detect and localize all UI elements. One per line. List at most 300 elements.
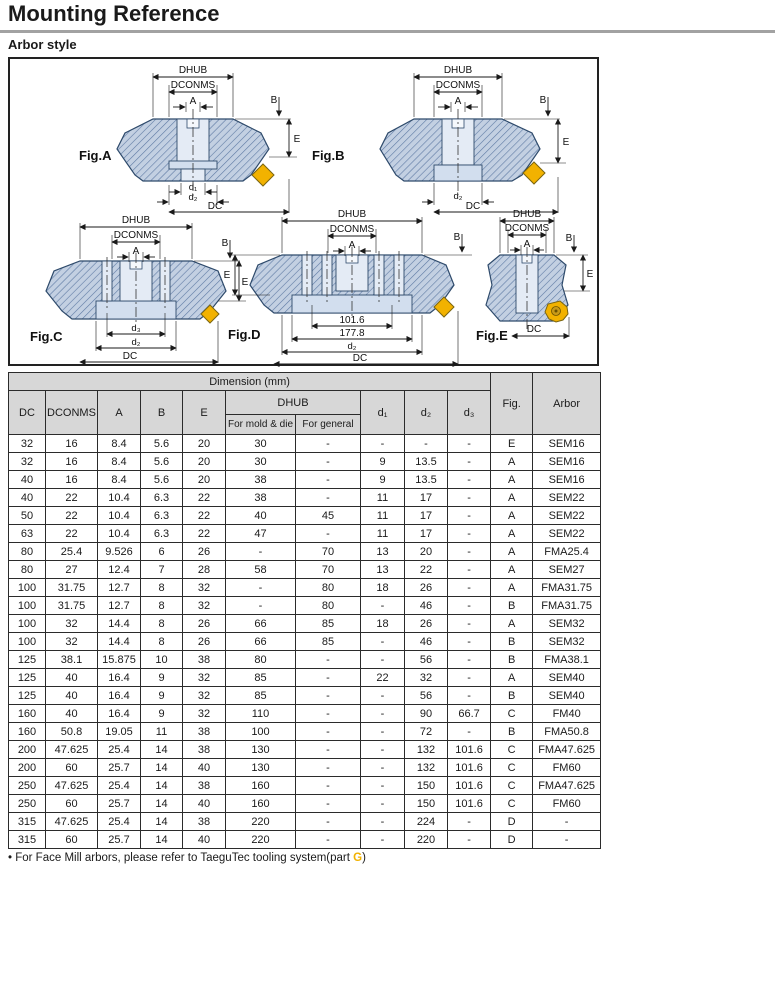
table-cell: 8.4 [98,435,141,453]
table-cell: - [226,543,296,561]
table-cell: A [491,489,533,507]
table-cell: 9 [141,705,183,723]
table-cell: - [533,831,601,849]
table-cell: 16.4 [98,687,141,705]
table-cell: 22 [46,489,98,507]
table-cell: 32 [9,453,46,471]
table-cell: 13 [361,543,405,561]
dimension-table-body [9,435,601,849]
table-row [9,723,601,741]
table-cell: 40 [46,705,98,723]
table-row [9,597,601,615]
table-cell: 22 [183,489,226,507]
table-cell: - [448,723,491,741]
table-cell: - [296,669,361,687]
table-cell: 26 [183,633,226,651]
col-header-d3: d₃ [448,391,491,435]
col-header-e: E [183,391,226,435]
table-cell: 15.875 [98,651,141,669]
table-cell: 26 [183,615,226,633]
table-cell: 5.6 [141,435,183,453]
table-cell: 27 [46,561,98,579]
table-cell: 40 [9,471,46,489]
table-cell: SEM32 [533,633,601,651]
table-cell: B [491,651,533,669]
table-cell: 20 [183,471,226,489]
table-cell: - [296,651,361,669]
table-row [9,705,601,723]
table-cell: A [491,543,533,561]
table-cell: 14.4 [98,633,141,651]
table-cell: 66.7 [448,705,491,723]
table-cell: 80 [296,579,361,597]
table-cell: - [361,759,405,777]
table-cell: FMA50.8 [533,723,601,741]
table-cell: 32 [183,687,226,705]
footnote-bullet: • [8,852,13,864]
table-cell: 224 [405,813,448,831]
table-cell: 47 [226,525,296,543]
table-cell: 14.4 [98,615,141,633]
table-cell: 100 [226,723,296,741]
table-cell: B [491,597,533,615]
dim-label-d2: d₂ [188,192,198,203]
table-cell: C [491,741,533,759]
table-cell: 30 [226,435,296,453]
table-cell: A [491,471,533,489]
table-cell: 10 [141,651,183,669]
dim-label-a: A [454,96,462,107]
table-cell: - [361,651,405,669]
table-row [9,435,601,453]
table-cell: - [448,471,491,489]
dim-label-dconms: DCONMS [170,80,216,91]
table-cell: B [491,687,533,705]
table-cell: - [226,579,296,597]
table-cell: 9 [361,471,405,489]
dim-label-d3: d₃ [131,323,141,334]
table-cell: - [296,525,361,543]
table-cell: 6.3 [141,489,183,507]
table-cell: 32 [46,633,98,651]
dim-label-e: E [293,134,301,145]
table-row [9,525,601,543]
table-cell: 40 [183,759,226,777]
table-cell: A [491,615,533,633]
table-cell: 130 [226,741,296,759]
table-cell: 101.6 [448,795,491,813]
table-cell: 220 [405,831,448,849]
table-cell: E [491,435,533,453]
dim-label-d2: d₂ [453,191,463,202]
table-cell: 22 [183,507,226,525]
table-cell: 32 [405,669,448,687]
table-row [9,795,601,813]
table-cell: 125 [9,651,46,669]
fig-e-label: Fig.E [476,328,508,343]
table-cell: 47.625 [46,777,98,795]
table-cell: 101.6 [448,777,491,795]
table-cell: 22 [405,561,448,579]
table-cell: 40 [9,489,46,507]
table-cell: FM60 [533,795,601,813]
table-row [9,471,601,489]
table-cell: - [296,813,361,831]
table-cell: - [448,597,491,615]
table-cell: - [296,741,361,759]
table-cell: 25.7 [98,831,141,849]
table-cell: 16 [46,453,98,471]
table-cell: A [491,453,533,471]
table-cell: 13 [361,561,405,579]
table-row [9,615,601,633]
table-cell: 315 [9,813,46,831]
table-cell: - [361,687,405,705]
table-cell: 11 [361,507,405,525]
table-cell: - [448,543,491,561]
table-cell: 100 [9,615,46,633]
table-cell: - [296,723,361,741]
table-cell: 160 [9,723,46,741]
col-header-d1: d₁ [361,391,405,435]
dim-label-101: 101.6 [339,315,365,326]
table-cell: SEM16 [533,435,601,453]
table-cell: - [296,489,361,507]
table-group-header: Dimension (mm) [9,373,491,391]
fig-c-label: Fig.C [30,329,63,344]
table-cell: - [448,813,491,831]
table-cell: 31.75 [46,579,98,597]
dim-label-d2: d₂ [347,341,357,352]
table-cell: - [533,813,601,831]
table-cell: - [296,435,361,453]
table-row [9,579,601,597]
dim-label-dc: DC [207,201,223,212]
table-cell: 60 [46,831,98,849]
table-cell: SEM22 [533,489,601,507]
table-cell: A [491,525,533,543]
table-cell: 50.8 [46,723,98,741]
table-cell: - [448,687,491,705]
table-cell: - [296,687,361,705]
col-header-a: A [98,391,141,435]
table-cell: 200 [9,741,46,759]
table-cell: 40 [46,687,98,705]
table-cell: SEM22 [533,507,601,525]
fig-b-body [380,109,545,195]
table-cell: 30 [226,453,296,471]
table-cell: 25.7 [98,759,141,777]
table-cell: 25.4 [46,543,98,561]
table-cell: 10.4 [98,507,141,525]
arbor-figures-panel [8,57,599,366]
table-cell: 40 [46,669,98,687]
table-cell: 70 [296,543,361,561]
table-cell: 110 [226,705,296,723]
table-cell: 18 [361,579,405,597]
table-cell: - [296,453,361,471]
table-cell: C [491,759,533,777]
table-cell: 38 [183,651,226,669]
page-title: Mounting Reference [8,1,220,26]
dim-label-b: B [270,95,278,106]
table-cell: 80 [296,597,361,615]
table-cell: 22 [46,525,98,543]
table-cell: 32 [46,615,98,633]
table-cell: 14 [141,777,183,795]
fig-d-body [250,247,454,319]
table-cell: 12.4 [98,561,141,579]
table-cell: - [361,597,405,615]
table-cell: 160 [226,795,296,813]
footnote-text: For Face Mill arbors, please refer to TaeguTec tooling system(part [15,852,354,864]
table-cell: - [448,651,491,669]
table-row [9,489,601,507]
table-cell: 63 [9,525,46,543]
table-cell: 220 [226,813,296,831]
table-cell: - [361,723,405,741]
table-cell: 47.625 [46,741,98,759]
table-cell: - [448,669,491,687]
table-cell: 19.05 [98,723,141,741]
table-cell: 66 [226,633,296,651]
table-cell: 9 [141,669,183,687]
table-cell: - [405,435,448,453]
table-cell: 70 [296,561,361,579]
table-cell: 13.5 [405,471,448,489]
table-row [9,741,601,759]
table-cell: - [296,759,361,777]
table-cell: - [448,435,491,453]
table-cell: 22 [46,507,98,525]
table-cell: 16.4 [98,669,141,687]
footnote [8,852,366,864]
dim-label-dconms: DCONMS [504,223,550,234]
table-cell: - [361,831,405,849]
table-cell: 200 [9,759,46,777]
table-cell: 22 [183,525,226,543]
table-cell: 58 [226,561,296,579]
table-cell: 13.5 [405,453,448,471]
table-cell: 28 [183,561,226,579]
table-cell: 26 [405,579,448,597]
table-cell: - [448,507,491,525]
table-cell: - [296,831,361,849]
table-cell: - [361,435,405,453]
dim-label-e: E [223,270,231,281]
table-cell: 101.6 [448,741,491,759]
table-cell: 80 [226,651,296,669]
table-cell: SEM40 [533,687,601,705]
dim-label-a: A [348,240,356,251]
table-cell: 25.4 [98,741,141,759]
col-header-dhub-general: For general [296,415,361,435]
table-cell: 6.3 [141,507,183,525]
table-cell: 56 [405,651,448,669]
table-cell: SEM32 [533,615,601,633]
dim-label-dc: DC [465,201,481,212]
table-cell: 38 [226,489,296,507]
dim-label-e: E [562,137,570,148]
table-row [9,813,601,831]
table-cell: FMA38.1 [533,651,601,669]
table-cell: - [448,579,491,597]
table-cell: 150 [405,777,448,795]
table-cell: - [361,777,405,795]
table-cell: - [361,705,405,723]
table-cell: 46 [405,633,448,651]
table-cell: FMA47.625 [533,777,601,795]
table-cell: - [226,597,296,615]
table-cell: 14 [141,741,183,759]
dim-label-dc: DC [526,324,542,335]
table-cell: 7 [141,561,183,579]
dim-label-dhub: DHUB [337,209,367,220]
table-cell: 16.4 [98,705,141,723]
table-cell: 315 [9,831,46,849]
table-row [9,561,601,579]
table-cell: 220 [226,831,296,849]
fig-c-drawing [18,213,248,365]
table-cell: 25.4 [98,777,141,795]
table-cell: 250 [9,795,46,813]
dim-label-b: B [453,232,461,243]
table-cell: 26 [405,615,448,633]
dim-label-dhub: DHUB [178,65,208,76]
col-header-arbor: Arbor [533,373,601,435]
table-cell: 14 [141,759,183,777]
table-cell: 20 [183,453,226,471]
table-row [9,669,601,687]
table-cell: 40 [183,795,226,813]
table-row [9,507,601,525]
col-header-b: B [141,391,183,435]
table-cell: 90 [405,705,448,723]
table-cell: 160 [226,777,296,795]
fig-d-drawing [218,209,478,367]
table-cell: 32 [183,669,226,687]
table-cell: 32 [183,705,226,723]
table-cell: 8.4 [98,453,141,471]
table-cell: 12.7 [98,579,141,597]
table-cell: 132 [405,741,448,759]
table-cell: SEM40 [533,669,601,687]
col-header-fig: Fig. [491,373,533,435]
table-cell: 26 [183,543,226,561]
table-cell: 14 [141,813,183,831]
table-cell: 125 [9,669,46,687]
table-cell: 8 [141,579,183,597]
table-cell: 5.6 [141,471,183,489]
table-cell: FM60 [533,759,601,777]
table-cell: C [491,795,533,813]
table-cell: - [361,633,405,651]
table-cell: 38 [183,723,226,741]
table-cell: 14 [141,795,183,813]
fig-a-label: Fig.A [79,148,112,163]
table-cell: 20 [405,543,448,561]
table-cell: 6.3 [141,525,183,543]
table-cell: SEM22 [533,525,601,543]
table-cell: 40 [226,507,296,525]
table-cell: 17 [405,525,448,543]
table-cell: 38 [226,471,296,489]
table-cell: 8.4 [98,471,141,489]
footnote-part-ref: G [353,852,363,864]
table-cell: - [448,831,491,849]
dim-label-dconms: DCONMS [435,80,481,91]
table-cell: 46 [405,597,448,615]
dim-label-a: A [523,239,531,250]
dim-label-dc: DC [352,353,368,364]
table-cell: B [491,633,533,651]
table-row [9,687,601,705]
table-cell: 80 [9,561,46,579]
table-cell: 85 [296,615,361,633]
table-cell: D [491,831,533,849]
table-cell: FMA25.4 [533,543,601,561]
table-row [9,543,601,561]
table-cell: 11 [361,489,405,507]
dim-label-b: B [565,233,573,244]
fig-e-body [486,247,568,329]
table-cell: - [448,561,491,579]
dim-label-dhub: DHUB [512,209,542,220]
table-cell: FMA47.625 [533,741,601,759]
dim-label-e: E [241,277,249,288]
table-cell: 17 [405,507,448,525]
table-cell: 38 [183,813,226,831]
table-row [9,759,601,777]
dim-label-dhub: DHUB [443,65,473,76]
table-cell: 31.75 [46,597,98,615]
table-cell: 56 [405,687,448,705]
table-row [9,453,601,471]
fig-d-label: Fig.D [228,327,261,342]
fig-a-drawing [65,61,305,217]
dim-label-e: E [586,269,594,280]
table-cell: 72 [405,723,448,741]
dim-label-b: B [539,95,547,106]
table-cell: - [361,795,405,813]
table-cell: 32 [183,579,226,597]
table-cell: 85 [226,669,296,687]
section-subtitle: Arbor style [8,37,77,52]
table-cell: 20 [183,435,226,453]
col-header-dconms: DCONMS [46,391,98,435]
table-cell: C [491,777,533,795]
table-cell: 16 [46,471,98,489]
table-cell: - [448,453,491,471]
table-cell: C [491,705,533,723]
col-header-dhub: DHUB [226,391,361,415]
dim-label-dconms: DCONMS [113,230,159,241]
table-cell: 60 [46,795,98,813]
table-cell: 38 [183,777,226,795]
table-cell: - [448,489,491,507]
fig-b-drawing [308,61,573,217]
table-cell: - [296,705,361,723]
table-cell: 9 [141,687,183,705]
table-row [9,831,601,849]
table-cell: 18 [361,615,405,633]
table-cell: 25.7 [98,795,141,813]
table-cell: FMA31.75 [533,597,601,615]
table-cell: 11 [361,525,405,543]
table-cell: 25.4 [98,813,141,831]
table-cell: 32 [183,597,226,615]
table-cell: 14 [141,831,183,849]
